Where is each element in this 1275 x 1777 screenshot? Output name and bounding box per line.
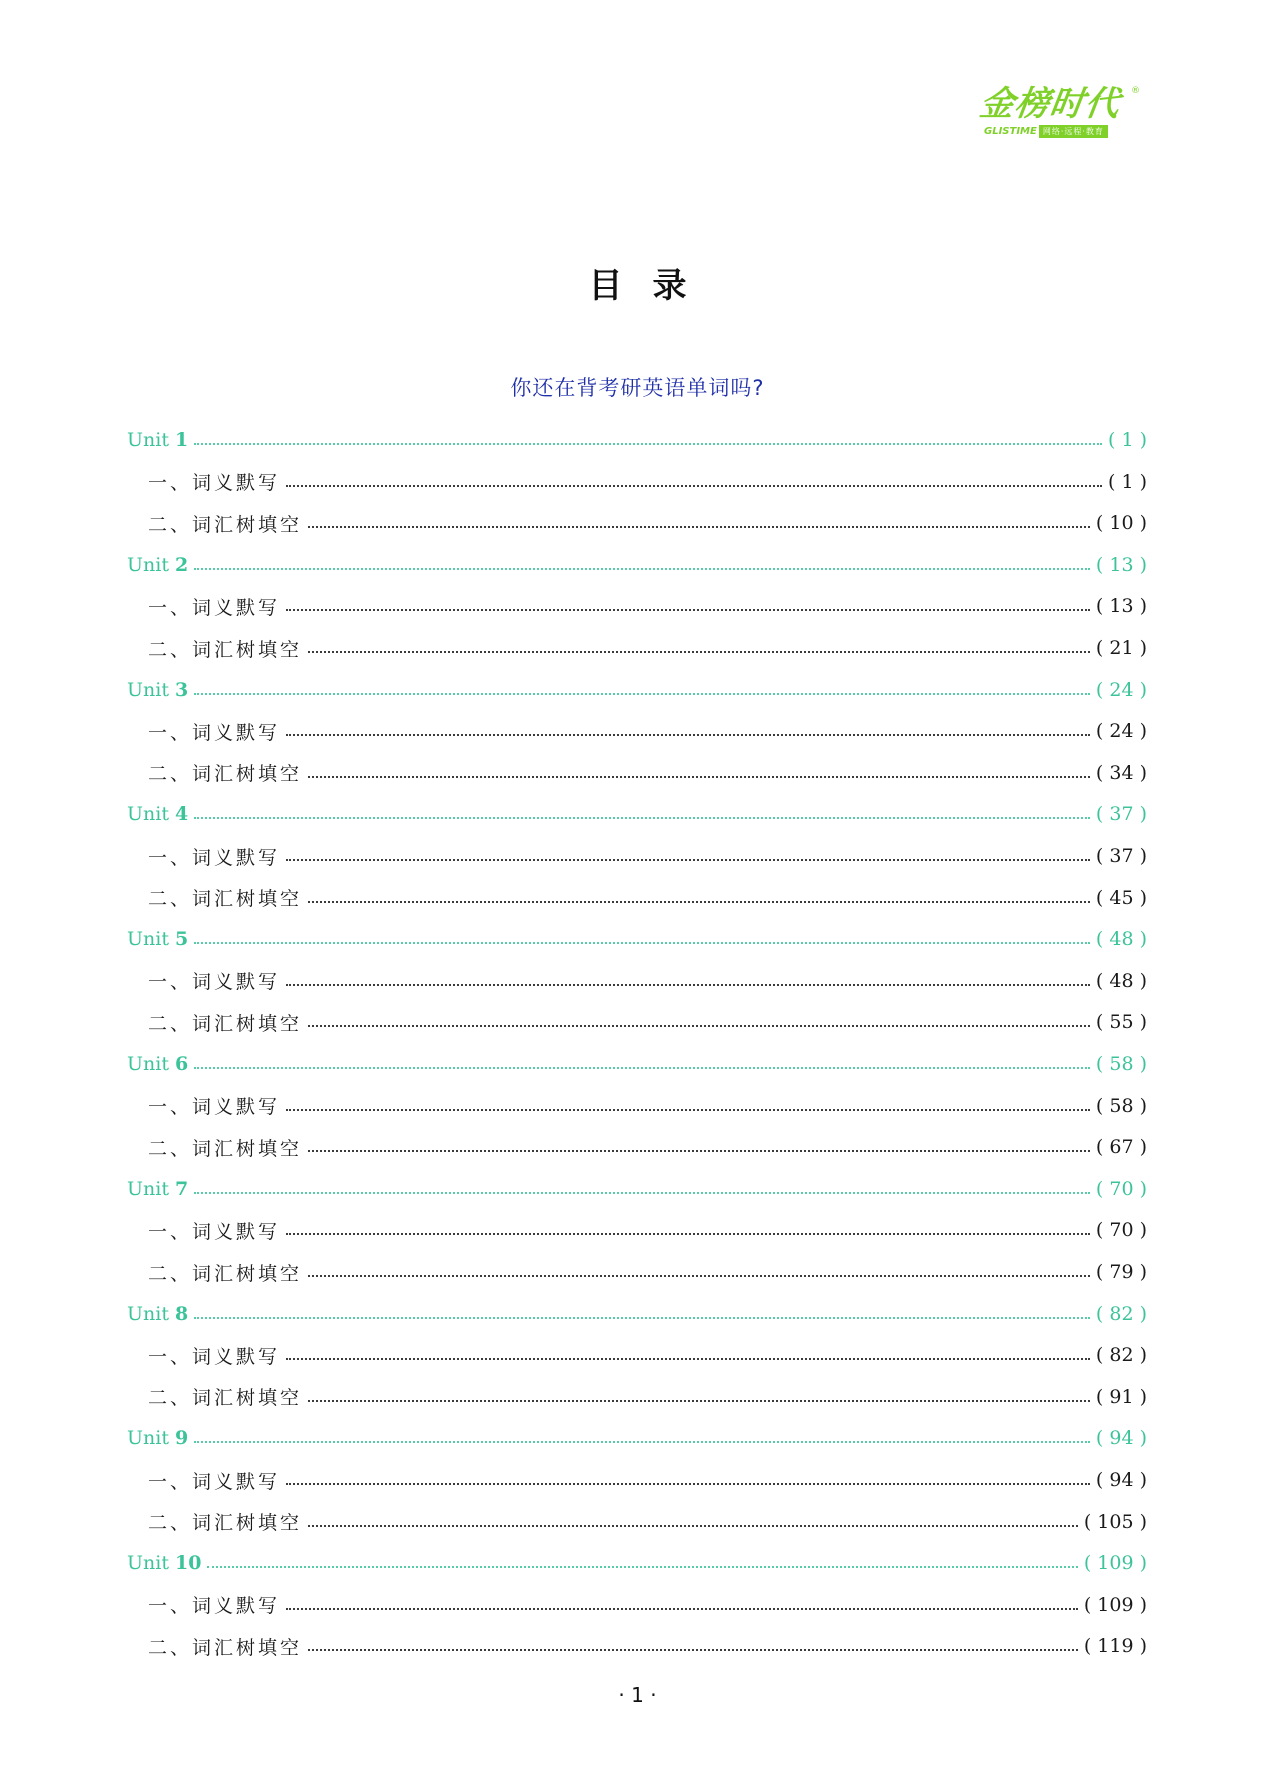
- toc-section-page: ( 70 ): [1095, 1219, 1147, 1242]
- toc-section-row[interactable]: [148, 1215, 1147, 1245]
- toc-dot-leader: [286, 1608, 1078, 1610]
- toc-dot-leader: [286, 485, 1102, 487]
- toc-dot-leader: [286, 1483, 1090, 1485]
- toc-dot-leader: [194, 1067, 1090, 1069]
- toc-section-page: ( 45 ): [1095, 886, 1147, 909]
- toc-dot-leader: [194, 817, 1090, 819]
- toc-unit-page: ( 37 ): [1095, 803, 1147, 826]
- toc-dot-leader: [286, 1233, 1090, 1235]
- toc-dot-leader: [308, 1525, 1078, 1527]
- toc-dot-leader: [286, 859, 1090, 861]
- toc-unit-row[interactable]: [127, 1548, 1147, 1578]
- toc-section-page: ( 24 ): [1095, 720, 1147, 743]
- publisher-logo: [977, 84, 1142, 140]
- toc-dot-leader: [308, 1275, 1090, 1277]
- toc-dot-leader: [194, 942, 1090, 944]
- toc-dot-leader: [308, 901, 1090, 903]
- toc-section-row[interactable]: [148, 1132, 1147, 1162]
- toc-section-row[interactable]: [148, 1465, 1147, 1495]
- toc-unit-page: ( 109 ): [1083, 1552, 1147, 1575]
- toc-unit-number: 2: [174, 553, 189, 576]
- toc-dot-leader: [194, 1441, 1090, 1443]
- toc-unit-number: 4: [174, 803, 189, 826]
- toc-section-page: ( 55 ): [1095, 1011, 1147, 1034]
- toc-unit-label: [127, 928, 188, 950]
- toc-unit-row[interactable]: [127, 1049, 1147, 1079]
- toc-unit-word: Unit: [127, 1552, 169, 1575]
- toc-dot-leader: [308, 526, 1090, 528]
- toc-dot-leader: [308, 1649, 1078, 1651]
- toc-unit-word: Unit: [127, 1427, 169, 1450]
- toc-section-page: ( 21 ): [1095, 637, 1147, 659]
- toc-section-row[interactable]: [148, 966, 1147, 996]
- toc-unit-row[interactable]: [127, 924, 1147, 954]
- toc-unit-label: [127, 554, 188, 576]
- toc-unit-row[interactable]: [127, 675, 1147, 705]
- toc-section-label: 一、词义默写: [148, 596, 281, 619]
- toc-dot-leader: [194, 568, 1090, 570]
- toc-unit-number: 1: [174, 429, 189, 451]
- toc-unit-number: 7: [174, 1177, 189, 1200]
- toc-unit-page: ( 24 ): [1095, 678, 1147, 701]
- toc-unit-row[interactable]: [127, 1174, 1147, 1204]
- toc-section-label: 一、词义默写: [148, 1345, 281, 1368]
- toc-dot-leader: [194, 443, 1102, 445]
- toc-unit-number: 5: [174, 928, 189, 951]
- toc-section-page: ( 58 ): [1095, 1094, 1147, 1117]
- page-number: · 1 ·: [618, 1683, 657, 1707]
- toc-unit-page: ( 48 ): [1095, 928, 1147, 951]
- toc-unit-number: 8: [174, 1302, 189, 1325]
- toc-section-page: ( 91 ): [1095, 1385, 1147, 1408]
- toc-dot-leader: [286, 1358, 1090, 1360]
- toc-section-label: 二、词汇树填空: [148, 1512, 303, 1535]
- toc-unit-page: ( 58 ): [1095, 1053, 1147, 1075]
- toc-section-row[interactable]: [148, 1590, 1147, 1620]
- toc-unit-label: [127, 1552, 201, 1574]
- toc-dot-leader: [308, 776, 1090, 778]
- toc-section-page: ( 82 ): [1095, 1344, 1147, 1367]
- toc-unit-label: [127, 803, 188, 825]
- toc-unit-number: 6: [174, 1053, 189, 1075]
- toc-section-page: ( 79 ): [1095, 1261, 1147, 1283]
- toc-section-row[interactable]: [148, 1007, 1147, 1037]
- toc-section-label: 二、词汇树填空: [148, 888, 303, 911]
- toc-unit-row[interactable]: [127, 1299, 1147, 1329]
- toc-section-row[interactable]: [148, 758, 1147, 788]
- logo-subline: [984, 124, 1108, 138]
- toc-section-page: ( 34 ): [1095, 761, 1147, 784]
- toc-dot-leader: [286, 1109, 1090, 1111]
- toc-dot-leader: [308, 1025, 1090, 1027]
- toc-unit-row[interactable]: [127, 425, 1147, 455]
- toc-dot-leader: [308, 1150, 1090, 1152]
- toc-section-row[interactable]: [148, 716, 1147, 746]
- toc-section-page: ( 105 ): [1083, 1510, 1147, 1533]
- toc-section-label: 一、词义默写: [148, 971, 281, 994]
- toc-dot-leader: [207, 1566, 1077, 1568]
- toc-section-label: 二、词汇树填空: [148, 1137, 303, 1160]
- toc-dot-leader: [308, 1400, 1090, 1402]
- toc-unit-word: Unit: [127, 1053, 169, 1075]
- page-subtitle: 你还在背考研英语单词吗?: [510, 376, 765, 400]
- toc-unit-word: Unit: [127, 678, 169, 701]
- toc-unit-label: [127, 1427, 188, 1449]
- toc-unit-page: ( 1 ): [1108, 429, 1147, 451]
- toc-section-label: 二、词汇树填空: [148, 513, 303, 536]
- toc-section-row[interactable]: [148, 467, 1147, 497]
- logo-sub-en: GLISTIME: [984, 125, 1037, 137]
- toc-unit-row[interactable]: [127, 799, 1147, 829]
- toc-section-label: 一、词义默写: [148, 846, 281, 869]
- toc-section-row[interactable]: [148, 1091, 1147, 1121]
- toc-unit-row[interactable]: [127, 550, 1147, 580]
- toc-unit-page: ( 94 ): [1095, 1427, 1147, 1450]
- toc-section-page: ( 119 ): [1083, 1635, 1147, 1658]
- toc-section-label: 一、词义默写: [148, 1220, 281, 1243]
- toc-unit-word: Unit: [127, 553, 169, 576]
- toc-unit-label: [127, 1053, 188, 1075]
- toc-section-row[interactable]: [148, 1382, 1147, 1412]
- toc-unit-label: [127, 1178, 188, 1200]
- toc-unit-page: ( 70 ): [1095, 1177, 1147, 1200]
- toc-unit-number: 10: [174, 1552, 202, 1575]
- toc-section-page: ( 13 ): [1095, 595, 1147, 618]
- toc-section-label: 二、词汇树填空: [148, 1636, 303, 1659]
- toc-section-label: 二、词汇树填空: [148, 638, 303, 661]
- page-title: 目录: [588, 266, 717, 306]
- toc-unit-number: 3: [174, 678, 189, 701]
- toc-section-page: ( 67 ): [1095, 1136, 1147, 1159]
- toc-unit-label: [127, 679, 188, 701]
- toc-unit-row[interactable]: [127, 1423, 1147, 1453]
- toc-unit-word: Unit: [127, 1302, 169, 1325]
- toc-section-label: 一、词义默写: [148, 472, 281, 495]
- toc-section-page: ( 94 ): [1095, 1469, 1147, 1491]
- toc-unit-word: Unit: [127, 429, 169, 451]
- toc-section-label: 二、词汇树填空: [148, 1387, 303, 1410]
- toc-section-row[interactable]: [148, 591, 1147, 621]
- toc-section-page: ( 1 ): [1108, 470, 1147, 493]
- toc-unit-word: Unit: [127, 1177, 169, 1200]
- logo-sub-cn: 网络·远程·教育: [1039, 125, 1108, 138]
- toc-section-label: 二、词汇树填空: [148, 1012, 303, 1035]
- toc-unit-word: Unit: [127, 928, 169, 951]
- toc-section-row[interactable]: [148, 883, 1147, 913]
- toc-section-row[interactable]: [148, 1340, 1147, 1370]
- logo-registered-mark: ®: [1131, 86, 1140, 96]
- toc-section-label: 一、词义默写: [148, 721, 281, 744]
- toc-dot-leader: [194, 1317, 1090, 1319]
- toc-section-label: 二、词汇树填空: [148, 1262, 303, 1285]
- toc-dot-leader: [286, 984, 1090, 986]
- toc-unit-page: ( 13 ): [1095, 553, 1147, 576]
- toc-section-row[interactable]: [148, 1631, 1147, 1661]
- toc-unit-word: Unit: [127, 803, 169, 826]
- toc-dot-leader: [194, 1192, 1090, 1194]
- toc-section-page: ( 10 ): [1095, 512, 1147, 535]
- toc-section-page: ( 109 ): [1083, 1593, 1147, 1616]
- toc-unit-label: [127, 429, 188, 451]
- toc-section-label: 一、词义默写: [148, 1470, 281, 1493]
- toc-section-row[interactable]: [148, 508, 1147, 538]
- toc-section-page: ( 48 ): [1095, 969, 1147, 992]
- toc-section-row[interactable]: [148, 633, 1147, 663]
- toc-unit-number: 9: [174, 1427, 189, 1450]
- toc-unit-label: [127, 1303, 188, 1325]
- toc-section-label: 一、词义默写: [148, 1096, 281, 1119]
- toc-unit-page: ( 82 ): [1095, 1302, 1147, 1325]
- toc-dot-leader: [286, 609, 1090, 611]
- toc-dot-leader: [308, 651, 1090, 653]
- toc-section-row[interactable]: [148, 1507, 1147, 1537]
- toc-section-row[interactable]: [148, 841, 1147, 871]
- logo-main-text: 金榜时代: [977, 84, 1123, 124]
- toc-section-label: 一、词义默写: [148, 1595, 281, 1618]
- toc-dot-leader: [286, 734, 1090, 736]
- toc-section-row[interactable]: [148, 1257, 1147, 1287]
- toc-section-page: ( 37 ): [1095, 845, 1147, 867]
- toc-dot-leader: [194, 693, 1090, 695]
- toc-section-label: 二、词汇树填空: [148, 763, 303, 786]
